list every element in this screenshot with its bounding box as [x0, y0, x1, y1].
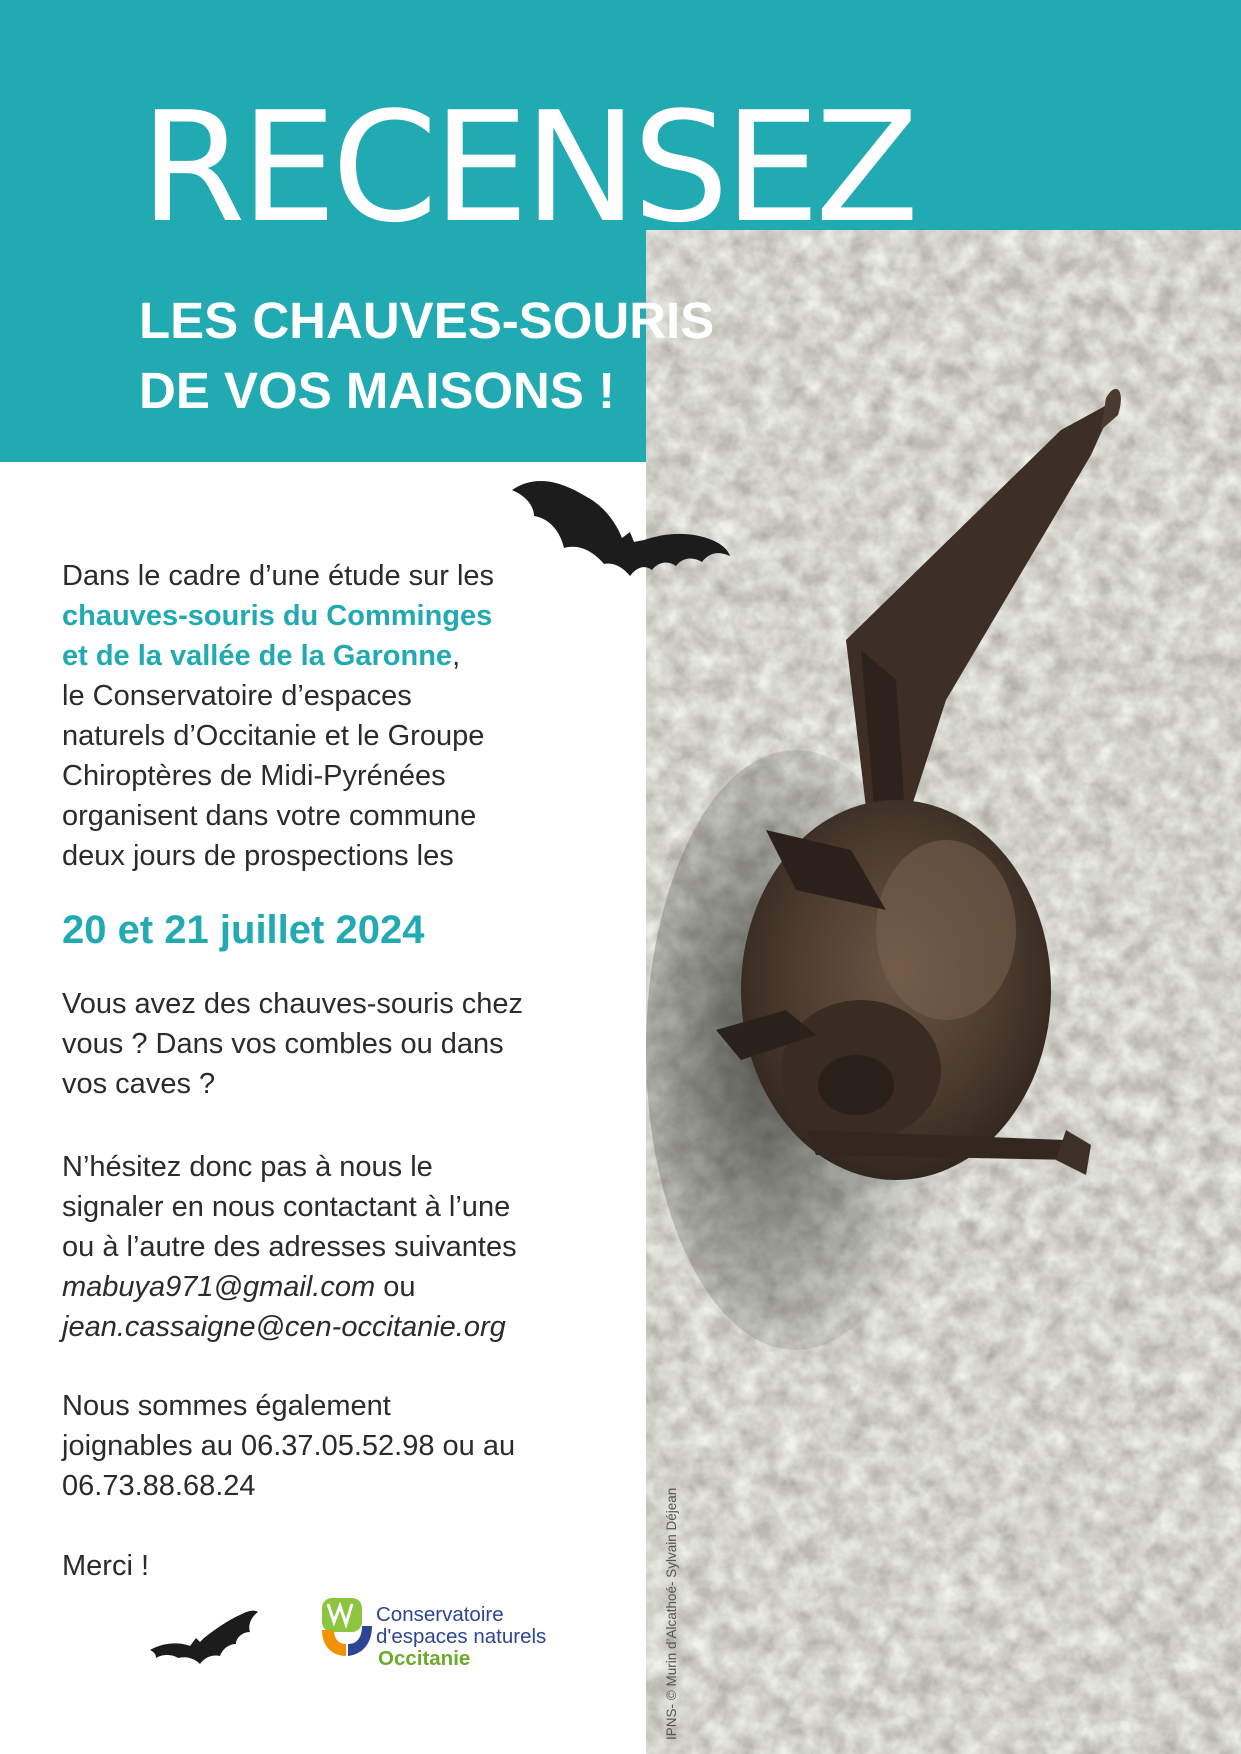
thanks	[62, 1546, 362, 1586]
contact-paragraph	[62, 1147, 652, 1347]
contact-line: ou à l’autre des adresses suivantes	[62, 1231, 517, 1263]
phone-line: Nous sommes également	[62, 1390, 391, 1422]
question-line: vous ? Dans vos combles ou dans	[62, 1028, 504, 1060]
contact-line: N’hésitez donc pas à nous le	[62, 1151, 433, 1183]
email-link-1[interactable]: mabuya971@gmail.com	[62, 1271, 376, 1303]
page-title: RECENSEZ	[140, 79, 915, 256]
intro-line: le Conservatoire d’espaces	[62, 680, 412, 712]
thanks-text: Merci !	[62, 1550, 149, 1582]
cen-occitanie-logo	[320, 1592, 580, 1682]
intro-line: Dans le cadre d’une étude sur les	[62, 560, 495, 592]
question-paragraph	[62, 984, 642, 1104]
phone-line: joignables au 06.37.05.52.98 ou au	[62, 1430, 516, 1462]
intro-line: deux jours de prospections les	[62, 840, 454, 872]
subtitle-line-2: DE VOS MAISONS !	[139, 362, 616, 419]
or-text: ou	[375, 1271, 416, 1303]
phone-paragraph	[62, 1386, 652, 1506]
logo-line-2: d'espaces naturels	[376, 1625, 547, 1648]
intro-line: Chiroptères de Midi-Pyrénées	[62, 760, 446, 792]
bat-photo	[646, 230, 1241, 1754]
bat-silhouette-icon	[512, 470, 730, 580]
question-line: Vous avez des chauves-souris chez	[62, 988, 524, 1020]
email-link-2[interactable]: jean.cassaigne@cen-occitanie.org	[62, 1311, 506, 1343]
intro-line: organisent dans votre commune	[62, 800, 477, 832]
subtitle-line-1: LES CHAUVES-SOURIS	[139, 292, 715, 349]
page-subtitle	[139, 286, 839, 426]
logo-text	[376, 1604, 546, 1670]
question-line: vos caves ?	[62, 1068, 216, 1100]
logo-line-3: Occitanie	[378, 1647, 471, 1670]
photo-credit: IPNS- © Murin d’Alcathoé- Sylvain Déjean	[664, 1487, 679, 1740]
cen-logo-icon	[320, 1596, 376, 1660]
contact-line: signaler en nous contactant à l’une	[62, 1191, 511, 1223]
event-date: 20 et 21 juillet 2024	[62, 908, 425, 952]
intro-paragraph	[62, 556, 642, 876]
bat-silhouette-icon	[150, 1608, 258, 1664]
intro-line: naturels d’Occitanie et le Groupe	[62, 720, 485, 752]
highlight-text: chauves-souris du Comminges	[62, 600, 493, 632]
comma: ,	[452, 640, 461, 672]
phone-line: 06.73.88.68.24	[62, 1470, 256, 1502]
highlight-text: et de la vallée de la Garonne	[62, 640, 453, 672]
logo-line-1: Conservatoire	[376, 1603, 504, 1626]
